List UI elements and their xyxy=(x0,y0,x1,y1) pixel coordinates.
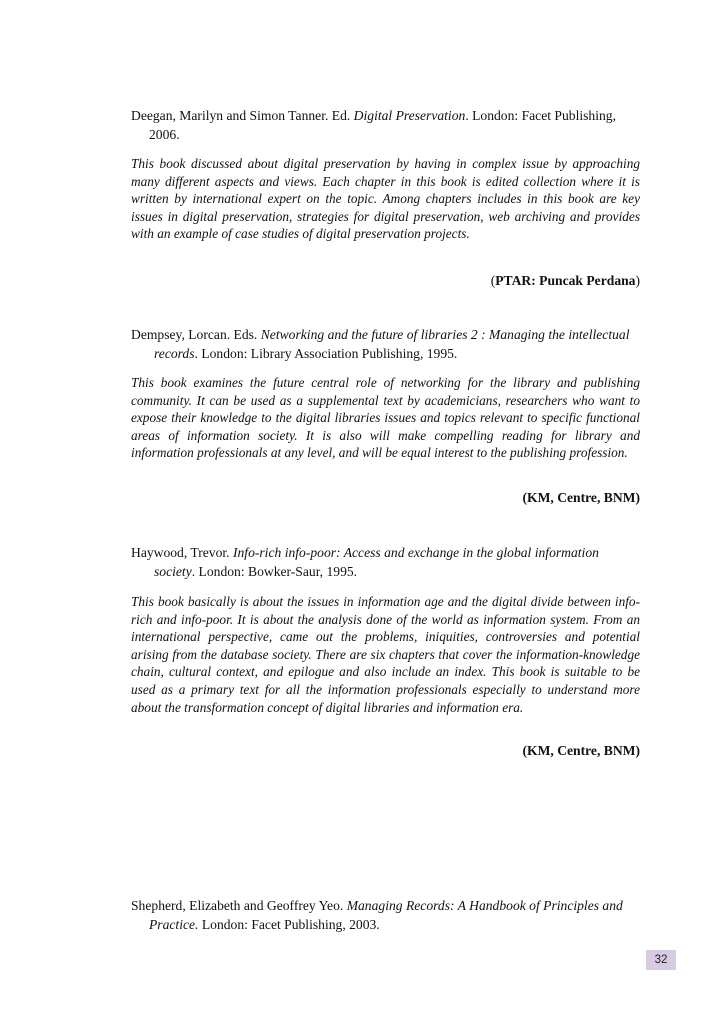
source-location: (KM, Centre, BNM) xyxy=(522,743,640,758)
bibliography-entry xyxy=(131,896,640,934)
citation-title: Info-rich info-poor: Access and exchange in the global information society xyxy=(154,545,599,579)
citation xyxy=(131,543,640,581)
bibliography-entry xyxy=(131,106,640,144)
source-label: PTAR: Puncak Perdana xyxy=(495,273,636,288)
annotation: This book discussed about digital preservation by having in complex issue by approaching many different aspects and views. Each chapter in this book is edited collection where it is written by international expert on the topic. Among chapters includes in this book are key issues in digital preservation, strategies for digital preservation, web archiving and provides with an example of case studies of digital preservation projects. xyxy=(131,156,640,242)
citation-publisher: . London: Bowker-Saur, 1995. xyxy=(191,564,358,579)
bibliography-entry xyxy=(131,325,640,363)
citation-publisher: London: Facet Publishing, 2003. xyxy=(198,917,380,932)
citation xyxy=(131,106,640,144)
source-location: (PTAR: Puncak Perdana) xyxy=(490,273,640,288)
citation-title: Networking and the future of libraries 2 : Managing the intellectual records xyxy=(154,327,630,361)
annotation: This book examines the future central role of networking for the library and publishing community. It can be used as a supplemental text by academicians, researchers who want to expose their knowledge to the digital libraries issues and topics relevant to specific functional areas of information society. It is also will make compelling reading for library and information professionals at any level, and will be equal interest to the publishing profession. xyxy=(131,375,640,461)
bibliography-entry xyxy=(131,543,640,581)
source-location: (KM, Centre, BNM) xyxy=(522,490,640,505)
citation-title: Digital Preservation xyxy=(353,108,466,123)
citation-author: Shepherd, Elizabeth and Geoffrey Yeo. xyxy=(131,898,347,913)
annotation-block xyxy=(131,155,640,243)
citation-publisher: . London: Library Association Publishing, 1995. xyxy=(194,346,458,361)
citation xyxy=(131,896,640,934)
citation xyxy=(131,325,640,363)
citation-publisher: . London: Facet Publishing, 2006. xyxy=(149,108,616,142)
citation-author: Haywood, Trevor. xyxy=(131,545,233,560)
page-number: 32 xyxy=(646,950,676,970)
citation-author: Dempsey, Lorcan. Eds. xyxy=(131,327,261,342)
annotation-block xyxy=(131,374,640,462)
citation-title: Managing Records: A Handbook of Principles and Practice. xyxy=(149,898,623,932)
annotation: This book basically is about the issues in information age and the digital divide between info-rich and info-poor. It is about the analysis done of the world as information system. From an international perspective, came out the problems, iniquities, controversies and potential arising from the database society. There are six chapters that cover the information-knowledge chain, cultural context, and epilogue and also include an index. This book is suitable to be used as a primary text for all the information professionals especially to understand more about the transformation concept of digital libraries and information era. xyxy=(131,594,640,715)
citation-author: Deegan, Marilyn and Simon Tanner. Ed. xyxy=(131,108,354,123)
annotation-block xyxy=(131,593,640,716)
